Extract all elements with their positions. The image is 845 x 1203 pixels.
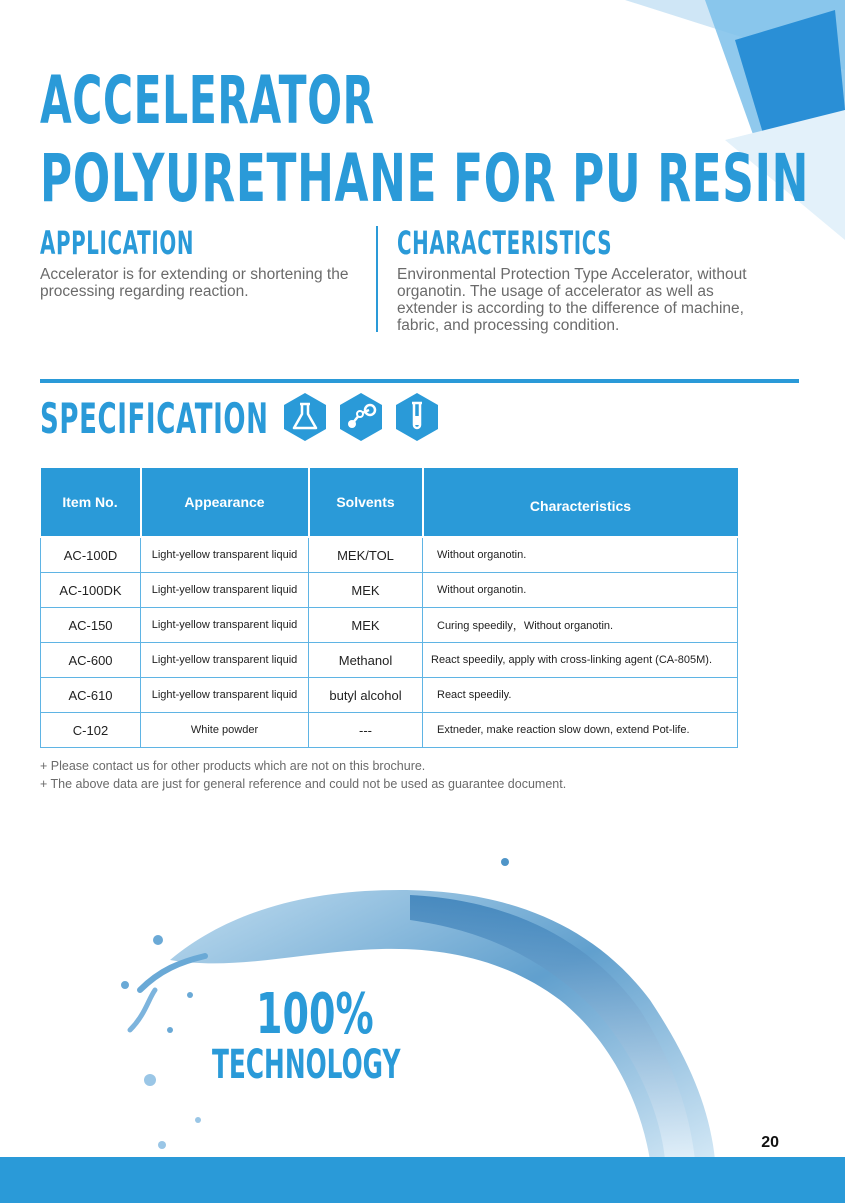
characteristics-heading: CHARACTERISTICS bbox=[397, 224, 613, 262]
water-splash-illustration bbox=[110, 850, 730, 1160]
flask-icon bbox=[282, 392, 328, 442]
application-heading: APPLICATION bbox=[40, 224, 195, 262]
cell-appearance: Light-yellow transparent liquid bbox=[141, 678, 309, 713]
page-title-line-2: POLYURETHANE FOR PU RESIN bbox=[40, 140, 809, 217]
table-row bbox=[41, 643, 738, 678]
cell-characteristics: React speedily. bbox=[423, 678, 738, 713]
table-row bbox=[41, 573, 738, 608]
cell-solvents: Methanol bbox=[309, 643, 423, 678]
cell-item: AC-100DK bbox=[41, 573, 141, 608]
footnote: + Please contact us for other products which are not on this brochure. bbox=[40, 759, 426, 773]
header-characteristics: Characteristics bbox=[423, 468, 738, 537]
cell-appearance: Light-yellow transparent liquid bbox=[141, 608, 309, 643]
molecule-icon bbox=[338, 392, 384, 442]
cell-characteristics: Curing speedily，Without organotin. bbox=[423, 608, 738, 643]
characteristics-text: Environmental Protection Type Accelerator, without organotin. The usage of accelerator as well as extender is according to the difference of machine, fabric, and processing condition. bbox=[397, 266, 747, 334]
cell-characteristics: Extneder, make reaction slow down, extend Pot-life. bbox=[423, 713, 738, 748]
cell-solvents: MEK/TOL bbox=[309, 537, 423, 573]
cell-item: AC-100D bbox=[41, 537, 141, 573]
cell-solvents: butyl alcohol bbox=[309, 678, 423, 713]
test-tube-icon bbox=[394, 392, 440, 442]
cell-characteristics: Without organotin. bbox=[423, 537, 738, 573]
specification-table bbox=[40, 468, 738, 748]
specification-heading: SPECIFICATION bbox=[40, 394, 269, 443]
page-title-line-1: ACCELERATOR bbox=[40, 62, 375, 139]
footnotes bbox=[40, 757, 566, 793]
cell-item: C-102 bbox=[41, 713, 141, 748]
table-header-row bbox=[41, 468, 738, 537]
hero-technology: TECHNOLOGY bbox=[212, 1042, 401, 1088]
cell-appearance: Light-yellow transparent liquid bbox=[141, 643, 309, 678]
cell-appearance: Light-yellow transparent liquid bbox=[141, 537, 309, 573]
table-row bbox=[41, 713, 738, 748]
footer-bar bbox=[0, 1157, 845, 1203]
table-row bbox=[41, 537, 738, 573]
cell-characteristics: Without organotin. bbox=[423, 573, 738, 608]
header-solvents: Solvents bbox=[309, 468, 423, 537]
cell-solvents: --- bbox=[309, 713, 423, 748]
cell-item: AC-610 bbox=[41, 678, 141, 713]
cell-solvents: MEK bbox=[309, 573, 423, 608]
column-divider bbox=[376, 226, 378, 332]
header-appearance: Appearance bbox=[141, 468, 309, 537]
cell-appearance: Light-yellow transparent liquid bbox=[141, 573, 309, 608]
cell-appearance: White powder bbox=[141, 713, 309, 748]
cell-item: AC-600 bbox=[41, 643, 141, 678]
application-text: Accelerator is for extending or shortening the processing regarding reaction. bbox=[40, 266, 349, 300]
cell-solvents: MEK bbox=[309, 608, 423, 643]
section-divider bbox=[40, 379, 799, 383]
cell-characteristics: React speedily, apply with cross-linking agent (CA-805M). bbox=[423, 643, 738, 678]
cell-item: AC-150 bbox=[41, 608, 141, 643]
header-item-no: Item No. bbox=[41, 468, 141, 537]
hero-percent: 100% bbox=[256, 982, 374, 1047]
footnote: + The above data are just for general reference and could not be used as guarantee document. bbox=[40, 777, 567, 791]
page-number: 20 bbox=[761, 1134, 779, 1151]
table-row bbox=[41, 678, 738, 713]
table-row bbox=[41, 608, 738, 643]
